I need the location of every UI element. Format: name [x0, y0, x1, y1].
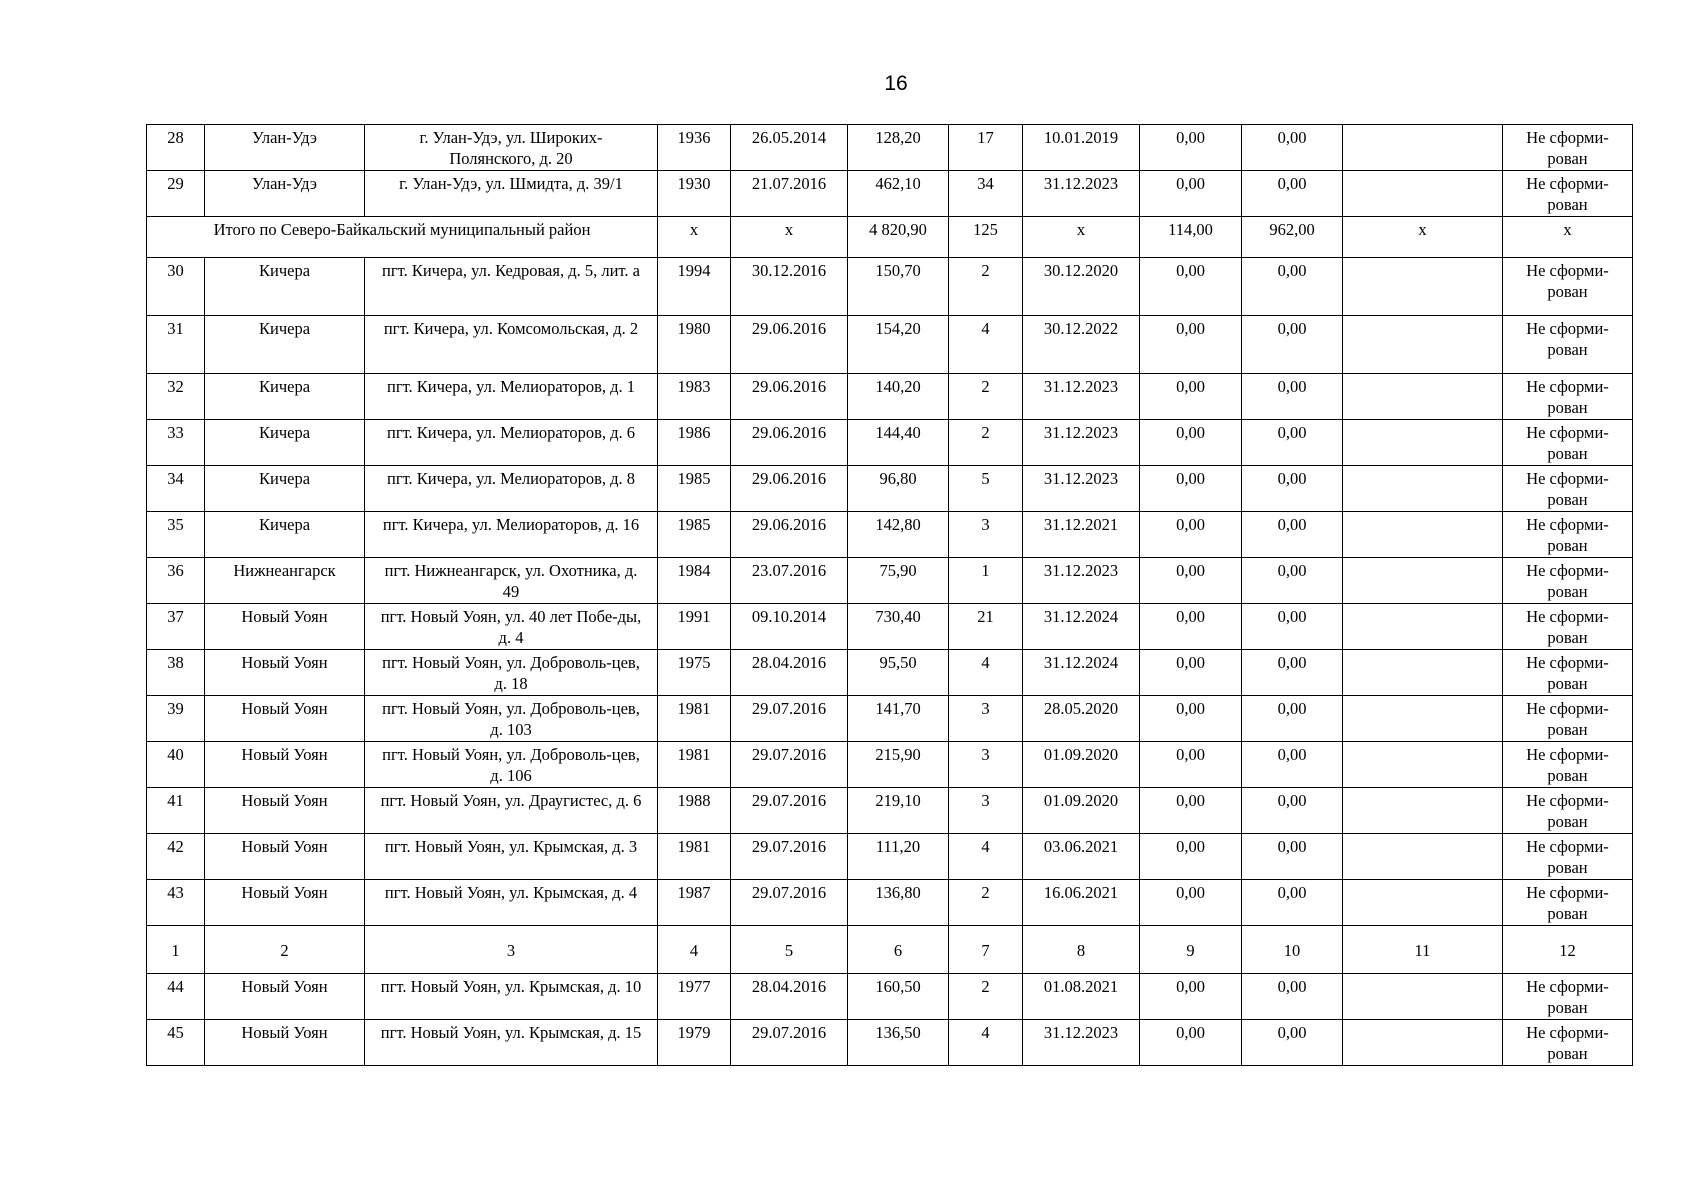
area-cell: 128,20: [848, 125, 949, 171]
residents-count-cell: 2: [949, 880, 1023, 926]
residents-count-cell: 4: [949, 834, 1023, 880]
residents-count-cell: 3: [949, 512, 1023, 558]
address-cell: пгт. Кичера, ул. Кедровая, д. 5, лит. а: [365, 258, 658, 316]
resettlement-date-cell: 31.12.2023: [1023, 420, 1140, 466]
status-cell: Не сформи-рован: [1503, 558, 1633, 604]
row-number-cell: 31: [147, 316, 205, 374]
address-cell: пгт. Кичера, ул. Комсомольская, д. 2: [365, 316, 658, 374]
row-number-cell: 41: [147, 788, 205, 834]
area-cell: 150,70: [848, 258, 949, 316]
status-cell: Не сформи-рован: [1503, 512, 1633, 558]
build-year-cell: 1975: [658, 650, 731, 696]
resettlement-date-cell: 28.05.2020: [1023, 696, 1140, 742]
build-year-cell: 1981: [658, 696, 731, 742]
inspection-date-cell: 26.05.2014: [731, 125, 848, 171]
resettlement-date-cell: 31.12.2023: [1023, 1020, 1140, 1066]
status-cell: Не сформи-рован: [1503, 374, 1633, 420]
address-cell: пгт. Новый Уоян, ул. Драугистес, д. 6: [365, 788, 658, 834]
address-cell: пгт. Кичера, ул. Мелиораторов, д. 8: [365, 466, 658, 512]
resettlement-date-cell: 31.12.2023: [1023, 558, 1140, 604]
table-row: [147, 788, 1633, 834]
total-area-cell: 4 820,90: [848, 217, 949, 258]
table-row: [147, 258, 1633, 316]
status-cell: Не сформи-рован: [1503, 466, 1633, 512]
value-10-cell: 0,00: [1242, 316, 1343, 374]
residents-count-cell: 4: [949, 650, 1023, 696]
value-10-cell: 0,00: [1242, 558, 1343, 604]
inspection-date-cell: 29.06.2016: [731, 316, 848, 374]
column-number-cell: 7: [949, 926, 1023, 974]
value-10-cell: 0,00: [1242, 420, 1343, 466]
column-number-cell: 11: [1343, 926, 1503, 974]
build-year-cell: 1985: [658, 512, 731, 558]
value-11-cell: [1343, 316, 1503, 374]
table-row: [147, 374, 1633, 420]
row-number-cell: 30: [147, 258, 205, 316]
value-9-cell: 0,00: [1140, 466, 1242, 512]
residents-count-cell: 2: [949, 420, 1023, 466]
settlement-cell: Новый Уоян: [205, 650, 365, 696]
settlement-cell: Улан-Удэ: [205, 171, 365, 217]
resettlement-date-cell: 31.12.2024: [1023, 604, 1140, 650]
page-number: 16: [884, 72, 908, 95]
build-year-cell: 1980: [658, 316, 731, 374]
total-v9-cell: 114,00: [1140, 217, 1242, 258]
area-cell: 219,10: [848, 788, 949, 834]
residents-count-cell: 34: [949, 171, 1023, 217]
build-year-cell: 1981: [658, 742, 731, 788]
inspection-date-cell: 23.07.2016: [731, 558, 848, 604]
area-cell: 142,80: [848, 512, 949, 558]
area-cell: 140,20: [848, 374, 949, 420]
build-year-cell: 1985: [658, 466, 731, 512]
value-10-cell: 0,00: [1242, 834, 1343, 880]
inspection-date-cell: 29.06.2016: [731, 420, 848, 466]
settlement-cell: Новый Уоян: [205, 1020, 365, 1066]
residents-count-cell: 17: [949, 125, 1023, 171]
value-10-cell: 0,00: [1242, 742, 1343, 788]
address-cell: пгт. Новый Уоян, ул. 40 лет Побе-ды, д. 4: [365, 604, 658, 650]
status-cell: Не сформи-рован: [1503, 696, 1633, 742]
settlement-cell: Новый Уоян: [205, 880, 365, 926]
resettlement-date-cell: 30.12.2020: [1023, 258, 1140, 316]
build-year-cell: 1930: [658, 171, 731, 217]
value-10-cell: 0,00: [1242, 974, 1343, 1020]
value-9-cell: 0,00: [1140, 788, 1242, 834]
value-11-cell: [1343, 512, 1503, 558]
value-11-cell: [1343, 880, 1503, 926]
total-year-cell: х: [658, 217, 731, 258]
residents-count-cell: 2: [949, 258, 1023, 316]
value-9-cell: 0,00: [1140, 880, 1242, 926]
area-cell: 96,80: [848, 466, 949, 512]
table-row: [147, 880, 1633, 926]
value-9-cell: 0,00: [1140, 512, 1242, 558]
settlement-cell: Нижнеангарск: [205, 558, 365, 604]
area-cell: 141,70: [848, 696, 949, 742]
row-number-cell: 39: [147, 696, 205, 742]
value-11-cell: [1343, 125, 1503, 171]
row-number-cell: 35: [147, 512, 205, 558]
settlement-cell: Новый Уоян: [205, 834, 365, 880]
resettlement-date-cell: 10.01.2019: [1023, 125, 1140, 171]
column-numbers-row: [147, 926, 1633, 974]
table-row: [147, 316, 1633, 374]
value-10-cell: 0,00: [1242, 466, 1343, 512]
value-11-cell: [1343, 466, 1503, 512]
build-year-cell: 1983: [658, 374, 731, 420]
inspection-date-cell: 29.07.2016: [731, 834, 848, 880]
table-row: [147, 650, 1633, 696]
settlement-cell: Улан-Удэ: [205, 125, 365, 171]
build-year-cell: 1979: [658, 1020, 731, 1066]
value-11-cell: [1343, 696, 1503, 742]
row-number-cell: 36: [147, 558, 205, 604]
value-10-cell: 0,00: [1242, 880, 1343, 926]
address-cell: пгт. Нижнеангарск, ул. Охотника, д. 49: [365, 558, 658, 604]
value-10-cell: 0,00: [1242, 604, 1343, 650]
build-year-cell: 1986: [658, 420, 731, 466]
table-row: [147, 696, 1633, 742]
row-number-cell: 44: [147, 974, 205, 1020]
inspection-date-cell: 29.07.2016: [731, 788, 848, 834]
area-cell: 462,10: [848, 171, 949, 217]
table-row: [147, 171, 1633, 217]
address-cell: пгт. Новый Уоян, ул. Крымская, д. 3: [365, 834, 658, 880]
column-number-cell: 1: [147, 926, 205, 974]
total-row: [147, 217, 1633, 258]
inspection-date-cell: 28.04.2016: [731, 974, 848, 1020]
value-11-cell: [1343, 834, 1503, 880]
settlement-cell: Новый Уоян: [205, 696, 365, 742]
row-number-cell: 38: [147, 650, 205, 696]
row-number-cell: 29: [147, 171, 205, 217]
column-number-cell: 12: [1503, 926, 1633, 974]
row-number-cell: 34: [147, 466, 205, 512]
status-cell: Не сформи-рован: [1503, 316, 1633, 374]
value-9-cell: 0,00: [1140, 125, 1242, 171]
residents-count-cell: 3: [949, 696, 1023, 742]
table-row: [147, 558, 1633, 604]
inspection-date-cell: 29.06.2016: [731, 374, 848, 420]
value-9-cell: 0,00: [1140, 604, 1242, 650]
settlement-cell: Кичера: [205, 374, 365, 420]
status-cell: Не сформи-рован: [1503, 171, 1633, 217]
resettlement-date-cell: 31.12.2023: [1023, 171, 1140, 217]
address-cell: г. Улан-Удэ, ул. Широких-Полянского, д. 20: [365, 125, 658, 171]
area-cell: 75,90: [848, 558, 949, 604]
row-number-cell: 43: [147, 880, 205, 926]
row-number-cell: 42: [147, 834, 205, 880]
resettlement-date-cell: 01.09.2020: [1023, 788, 1140, 834]
residents-count-cell: 5: [949, 466, 1023, 512]
status-cell: Не сформи-рован: [1503, 420, 1633, 466]
area-cell: 111,20: [848, 834, 949, 880]
status-cell: Не сформи-рован: [1503, 974, 1633, 1020]
address-cell: пгт. Новый Уоян, ул. Крымская, д. 15: [365, 1020, 658, 1066]
settlement-cell: Новый Уоян: [205, 974, 365, 1020]
value-9-cell: 0,00: [1140, 834, 1242, 880]
inspection-date-cell: 30.12.2016: [731, 258, 848, 316]
inspection-date-cell: 29.07.2016: [731, 880, 848, 926]
value-10-cell: 0,00: [1242, 650, 1343, 696]
area-cell: 144,40: [848, 420, 949, 466]
inspection-date-cell: 28.04.2016: [731, 650, 848, 696]
total-plan-cell: х: [1023, 217, 1140, 258]
settlement-cell: Новый Уоян: [205, 788, 365, 834]
inspection-date-cell: 09.10.2014: [731, 604, 848, 650]
table-row: [147, 466, 1633, 512]
total-date-cell: х: [731, 217, 848, 258]
inspection-date-cell: 21.07.2016: [731, 171, 848, 217]
settlement-cell: Кичера: [205, 420, 365, 466]
residents-count-cell: 4: [949, 316, 1023, 374]
address-cell: пгт. Новый Уоян, ул. Доброволь-цев, д. 18: [365, 650, 658, 696]
residents-count-cell: 21: [949, 604, 1023, 650]
value-11-cell: [1343, 788, 1503, 834]
value-11-cell: [1343, 258, 1503, 316]
total-status-cell: х: [1503, 217, 1633, 258]
column-number-cell: 5: [731, 926, 848, 974]
value-11-cell: [1343, 420, 1503, 466]
resettlement-date-cell: 01.09.2020: [1023, 742, 1140, 788]
resettlement-date-cell: 31.12.2024: [1023, 650, 1140, 696]
value-10-cell: 0,00: [1242, 125, 1343, 171]
value-9-cell: 0,00: [1140, 1020, 1242, 1066]
settlement-cell: Кичера: [205, 258, 365, 316]
value-10-cell: 0,00: [1242, 374, 1343, 420]
status-cell: Не сформи-рован: [1503, 125, 1633, 171]
area-cell: 160,50: [848, 974, 949, 1020]
status-cell: Не сформи-рован: [1503, 1020, 1633, 1066]
area-cell: 154,20: [848, 316, 949, 374]
housing-table: [146, 124, 1633, 1066]
value-9-cell: 0,00: [1140, 742, 1242, 788]
table-row: [147, 974, 1633, 1020]
table-row: [147, 512, 1633, 558]
residents-count-cell: 4: [949, 1020, 1023, 1066]
resettlement-date-cell: 16.06.2021: [1023, 880, 1140, 926]
row-number-cell: 33: [147, 420, 205, 466]
area-cell: 730,40: [848, 604, 949, 650]
address-cell: г. Улан-Удэ, ул. Шмидта, д. 39/1: [365, 171, 658, 217]
table-row: [147, 742, 1633, 788]
table-body: [147, 125, 1633, 1066]
row-number-cell: 40: [147, 742, 205, 788]
column-number-cell: 3: [365, 926, 658, 974]
table-row: [147, 834, 1633, 880]
value-10-cell: 0,00: [1242, 696, 1343, 742]
table-row: [147, 420, 1633, 466]
row-number-cell: 45: [147, 1020, 205, 1066]
value-10-cell: 0,00: [1242, 788, 1343, 834]
inspection-date-cell: 29.07.2016: [731, 1020, 848, 1066]
status-cell: Не сформи-рован: [1503, 650, 1633, 696]
column-number-cell: 8: [1023, 926, 1140, 974]
value-9-cell: 0,00: [1140, 650, 1242, 696]
inspection-date-cell: 29.06.2016: [731, 512, 848, 558]
build-year-cell: 1981: [658, 834, 731, 880]
inspection-date-cell: 29.07.2016: [731, 742, 848, 788]
value-11-cell: [1343, 171, 1503, 217]
value-10-cell: 0,00: [1242, 1020, 1343, 1066]
total-cnt-cell: 125: [949, 217, 1023, 258]
address-cell: пгт. Кичера, ул. Мелиораторов, д. 6: [365, 420, 658, 466]
area-cell: 215,90: [848, 742, 949, 788]
value-9-cell: 0,00: [1140, 316, 1242, 374]
row-number-cell: 37: [147, 604, 205, 650]
table-row: [147, 604, 1633, 650]
address-cell: пгт. Кичера, ул. Мелиораторов, д. 16: [365, 512, 658, 558]
value-11-cell: [1343, 742, 1503, 788]
build-year-cell: 1988: [658, 788, 731, 834]
status-cell: Не сформи-рован: [1503, 834, 1633, 880]
build-year-cell: 1994: [658, 258, 731, 316]
value-11-cell: [1343, 374, 1503, 420]
inspection-date-cell: 29.07.2016: [731, 696, 848, 742]
residents-count-cell: 2: [949, 974, 1023, 1020]
build-year-cell: 1984: [658, 558, 731, 604]
table-row: [147, 1020, 1633, 1066]
area-cell: 136,50: [848, 1020, 949, 1066]
address-cell: пгт. Кичера, ул. Мелиораторов, д. 1: [365, 374, 658, 420]
value-11-cell: [1343, 558, 1503, 604]
resettlement-date-cell: 31.12.2021: [1023, 512, 1140, 558]
settlement-cell: Кичера: [205, 316, 365, 374]
value-10-cell: 0,00: [1242, 512, 1343, 558]
settlement-cell: Новый Уоян: [205, 742, 365, 788]
column-number-cell: 2: [205, 926, 365, 974]
value-10-cell: 0,00: [1242, 171, 1343, 217]
build-year-cell: 1977: [658, 974, 731, 1020]
residents-count-cell: 1: [949, 558, 1023, 604]
area-cell: 136,80: [848, 880, 949, 926]
value-9-cell: 0,00: [1140, 974, 1242, 1020]
address-cell: пгт. Новый Уоян, ул. Доброволь-цев, д. 106: [365, 742, 658, 788]
value-11-cell: [1343, 1020, 1503, 1066]
residents-count-cell: 2: [949, 374, 1023, 420]
value-9-cell: 0,00: [1140, 374, 1242, 420]
value-9-cell: 0,00: [1140, 258, 1242, 316]
status-cell: Не сформи-рован: [1503, 604, 1633, 650]
value-9-cell: 0,00: [1140, 171, 1242, 217]
status-cell: Не сформи-рован: [1503, 258, 1633, 316]
area-cell: 95,50: [848, 650, 949, 696]
address-cell: пгт. Новый Уоян, ул. Крымская, д. 10: [365, 974, 658, 1020]
status-cell: Не сформи-рован: [1503, 788, 1633, 834]
status-cell: Не сформи-рован: [1503, 880, 1633, 926]
build-year-cell: 1987: [658, 880, 731, 926]
column-number-cell: 10: [1242, 926, 1343, 974]
address-cell: пгт. Новый Уоян, ул. Доброволь-цев, д. 103: [365, 696, 658, 742]
address-cell: пгт. Новый Уоян, ул. Крымская, д. 4: [365, 880, 658, 926]
column-number-cell: 6: [848, 926, 949, 974]
resettlement-date-cell: 31.12.2023: [1023, 374, 1140, 420]
value-11-cell: [1343, 604, 1503, 650]
settlement-cell: Кичера: [205, 466, 365, 512]
value-11-cell: [1343, 650, 1503, 696]
column-number-cell: 4: [658, 926, 731, 974]
settlement-cell: Новый Уоян: [205, 604, 365, 650]
value-9-cell: 0,00: [1140, 696, 1242, 742]
value-9-cell: 0,00: [1140, 558, 1242, 604]
resettlement-date-cell: 03.06.2021: [1023, 834, 1140, 880]
inspection-date-cell: 29.06.2016: [731, 466, 848, 512]
resettlement-date-cell: 30.12.2022: [1023, 316, 1140, 374]
residents-count-cell: 3: [949, 742, 1023, 788]
table-row: [147, 125, 1633, 171]
build-year-cell: 1991: [658, 604, 731, 650]
value-10-cell: 0,00: [1242, 258, 1343, 316]
row-number-cell: 28: [147, 125, 205, 171]
build-year-cell: 1936: [658, 125, 731, 171]
residents-count-cell: 3: [949, 788, 1023, 834]
resettlement-date-cell: 31.12.2023: [1023, 466, 1140, 512]
value-9-cell: 0,00: [1140, 420, 1242, 466]
resettlement-date-cell: 01.08.2021: [1023, 974, 1140, 1020]
settlement-cell: Кичера: [205, 512, 365, 558]
total-v11-cell: х: [1343, 217, 1503, 258]
status-cell: Не сформи-рован: [1503, 742, 1633, 788]
column-number-cell: 9: [1140, 926, 1242, 974]
total-v10-cell: 962,00: [1242, 217, 1343, 258]
value-11-cell: [1343, 974, 1503, 1020]
total-label: Итого по Северо-Байкальский муниципальный район: [147, 217, 658, 258]
row-number-cell: 32: [147, 374, 205, 420]
